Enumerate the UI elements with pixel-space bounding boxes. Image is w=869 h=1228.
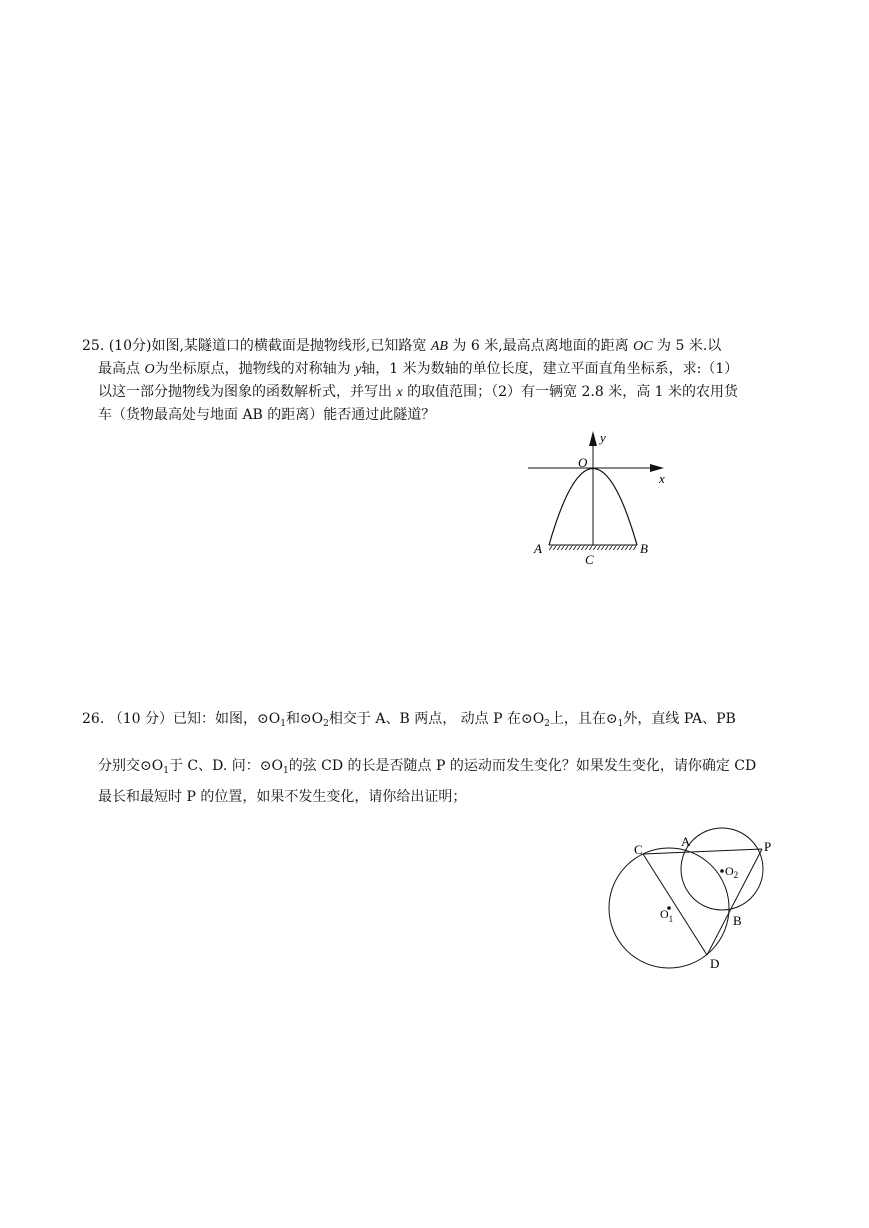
label-c: C [634, 842, 643, 857]
line-cap [643, 849, 762, 854]
label-o2: $O_2$ [725, 864, 739, 880]
line-pbd [707, 849, 762, 955]
label-a: A [534, 541, 542, 556]
q26-line-3: 最长和最短时 P 的位置，如果不发生变化，请你给出证明； [98, 789, 467, 805]
q26-line-2: 分别交$⊙O_1$于 C、D. 问：$⊙O_1$的弦 CD 的长是否随点 P 的运动而发生变化？如果发生变化，请你确定 CD [98, 758, 757, 776]
q25-line-1: 25. (10分)如图,某隧道口的横截面是抛物线形,已知路宽 AB 为 6 米,最高点离地面的距离 OC 为 5 米.以 [82, 338, 722, 354]
q26-score: （10 分） [108, 711, 173, 727]
q25-score: (10分) [108, 338, 152, 354]
label-p: P [764, 839, 772, 854]
center-o2-dot [720, 869, 724, 873]
q26-line-1: 26. （10 分）已知：如图，$⊙O_1$和$⊙O_2$相交于 A、B 两点， 动点 P 在$⊙O_2$上，且在$⊙_1$外，直线 PA、PB [82, 711, 736, 729]
label-b: B [640, 541, 648, 556]
chord-cd [643, 854, 707, 955]
q25-line-4: 车（货物最高处与地面 AB 的距离）能否通过此隧道？ [98, 407, 436, 423]
label-x: x [659, 471, 665, 486]
label-d: D [710, 956, 720, 971]
q25-line-3: 以这一部分抛物线为图象的函数解析式，并写出 x 的取值范围；（2）有一辆宽 2.8 米，高 1 米的农用货 [98, 384, 739, 400]
label-c: C [585, 552, 594, 567]
label-y: y [600, 430, 606, 445]
q25-number: 25. [82, 338, 105, 354]
label-a: A [681, 834, 691, 849]
q25-line-2: 最高点 O为坐标原点，抛物线的对称轴为 y轴，1 米为数轴的单位长度，建立平面直角坐标系，求:（1） [98, 361, 739, 377]
label-o1: $O_1$ [660, 907, 674, 924]
label-o: O [578, 455, 588, 470]
circle-o2 [681, 828, 763, 910]
label-b: B [733, 913, 742, 928]
q26-number: 26. [82, 711, 105, 727]
